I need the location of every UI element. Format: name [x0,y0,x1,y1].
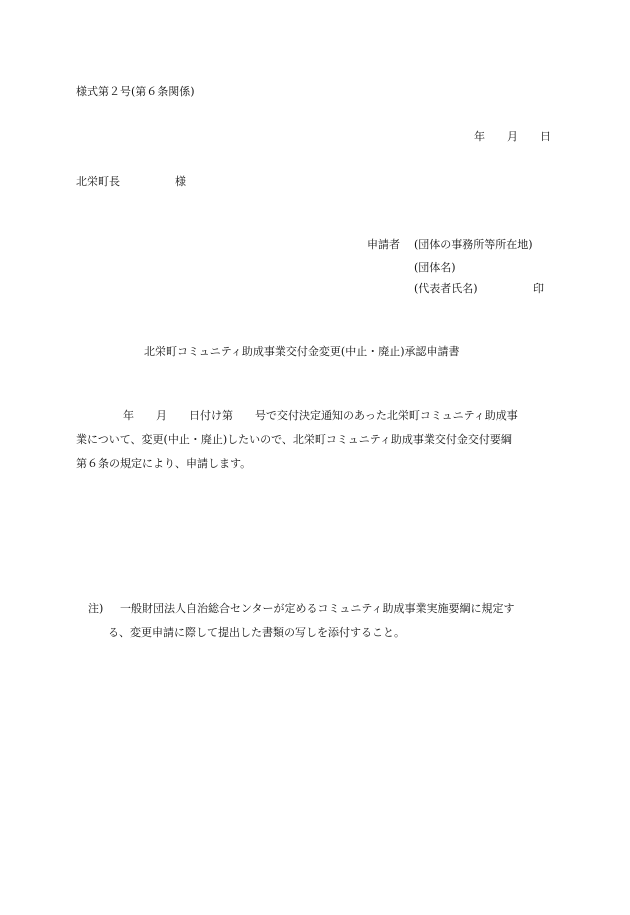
applicant-address: (団体の事務所等所在地) [414,238,533,251]
applicant-representative: (代表者氏名) [414,282,478,295]
note-line: る、変更申請に際して提出した書類の写しを添付すること。 [108,626,405,639]
form-number: 様式第２号(第６条関係) [76,85,195,98]
note-label: 注) [88,602,104,615]
applicant-label: 申請者 [367,238,400,251]
note-line: 一般財団法人自治総合センターが定めるコミュニティ助成事業実施要綱に規定す [120,602,515,615]
document-title: 北栄町コミュニティ助成事業交付金変更(中止・廃止)承認申請書 [144,345,460,358]
body-line: 業について、変更(中止・廃止)したいので、北栄町コミュニティ助成事業交付金交付要綱 [76,433,512,446]
body-line: 年 月 日付け第 号で交付決定通知のあった北栄町コミュニティ助成事 [123,409,518,422]
recipient: 北栄町長 様 [76,175,186,188]
applicant-group-name: (団体名) [414,261,456,274]
date-line: 年 月 日 [474,130,551,143]
seal-mark: 印 [533,282,544,295]
body-line: 第６条の規定により、申請します。 [76,457,252,470]
